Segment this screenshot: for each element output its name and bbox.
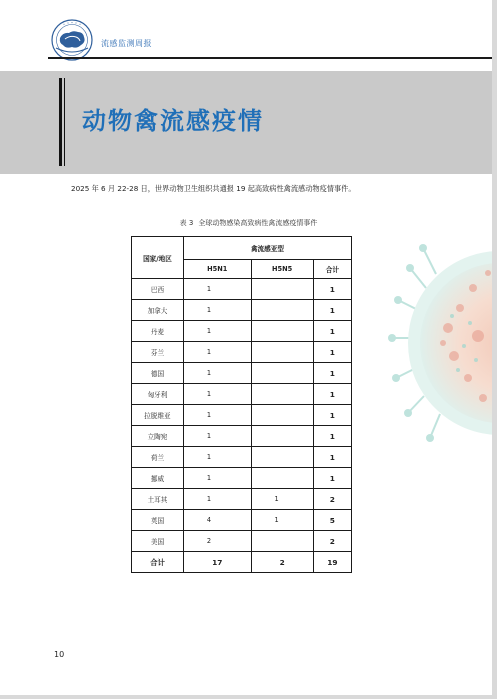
cell-h5n5 [251, 531, 313, 552]
page-edge-bottom [0, 695, 497, 699]
totals-label: 合计 [132, 552, 184, 573]
table-header-row [132, 237, 352, 260]
table-totals-row [132, 552, 352, 573]
cell-h5n5 [251, 426, 313, 447]
cell-total: 1 [313, 384, 351, 405]
header-divider [48, 57, 497, 59]
section-title: 动物禽流感疫情 [82, 107, 264, 135]
cell-h5n5 [251, 384, 313, 405]
virus-particle-icon [388, 228, 497, 458]
cell-region: 巴西 [132, 279, 184, 300]
table-row [132, 531, 352, 552]
cell-total: 2 [313, 489, 351, 510]
cell-total: 1 [313, 321, 351, 342]
cell-region: 英国 [132, 510, 184, 531]
cell-total: 1 [313, 342, 351, 363]
cell-h5n1: 1 [183, 342, 251, 363]
cell-total: 5 [313, 510, 351, 531]
cell-region: 挪威 [132, 468, 184, 489]
cell-region: 拉脱维亚 [132, 405, 184, 426]
table-row [132, 300, 352, 321]
table-row [132, 342, 352, 363]
header-subtype-group: 禽流感亚型 [183, 237, 351, 260]
header-h5n1: H5N1 [183, 260, 251, 279]
totals-h5n5: 2 [251, 552, 313, 573]
cell-total: 1 [313, 426, 351, 447]
cell-h5n1: 1 [183, 300, 251, 321]
header-h5n5: H5N5 [251, 260, 313, 279]
cell-region: 丹麦 [132, 321, 184, 342]
cell-h5n5: 1 [251, 489, 313, 510]
cell-h5n1: 1 [183, 489, 251, 510]
banner-accent-line-thin [64, 78, 65, 166]
cell-region: 德国 [132, 363, 184, 384]
cell-total: 1 [313, 363, 351, 384]
outbreak-table [131, 236, 352, 573]
cell-region: 加拿大 [132, 300, 184, 321]
cell-h5n5 [251, 363, 313, 384]
cell-total: 1 [313, 468, 351, 489]
table-caption-text: 全球动物感染高致病性禽流感疫情事件 [198, 219, 318, 227]
cell-h5n1: 1 [183, 384, 251, 405]
cell-h5n1: 4 [183, 510, 251, 531]
china-cdc-map-logo-icon [50, 18, 94, 62]
table-row [132, 384, 352, 405]
cell-h5n5 [251, 447, 313, 468]
table-row [132, 468, 352, 489]
cell-h5n1: 1 [183, 279, 251, 300]
cell-region: 美国 [132, 531, 184, 552]
table-row [132, 405, 352, 426]
header-region: 国家/地区 [132, 237, 184, 279]
cell-h5n1: 1 [183, 363, 251, 384]
table-row [132, 489, 352, 510]
cell-region: 立陶宛 [132, 426, 184, 447]
cell-h5n1: 1 [183, 426, 251, 447]
cell-h5n5 [251, 342, 313, 363]
cell-h5n1: 2 [183, 531, 251, 552]
page-edge-right [492, 0, 497, 699]
table-row [132, 363, 352, 384]
table-row [132, 279, 352, 300]
cell-region: 芬兰 [132, 342, 184, 363]
page-number: 10 [54, 650, 65, 659]
header-title: 流感监测周报 [101, 39, 152, 48]
cell-total: 1 [313, 300, 351, 321]
cell-region: 土耳其 [132, 489, 184, 510]
cell-h5n1: 1 [183, 405, 251, 426]
table-row [132, 447, 352, 468]
totals-h5n1: 17 [183, 552, 251, 573]
intro-paragraph: 2025 年 6 月 22-28 日，世界动物卫生组织共通报 19 起高致病性禽流感动物疫情事件。 [71, 184, 356, 193]
table-caption [0, 218, 497, 228]
cell-h5n5 [251, 279, 313, 300]
cell-h5n5 [251, 468, 313, 489]
cell-region: 匈牙利 [132, 384, 184, 405]
table-row [132, 426, 352, 447]
cell-h5n1: 1 [183, 321, 251, 342]
cell-total: 1 [313, 279, 351, 300]
totals-total: 19 [313, 552, 351, 573]
cell-h5n5: 1 [251, 510, 313, 531]
cell-total: 1 [313, 447, 351, 468]
cell-h5n5 [251, 405, 313, 426]
banner-accent-line [59, 78, 62, 166]
cell-h5n1: 1 [183, 447, 251, 468]
cell-h5n5 [251, 321, 313, 342]
cell-h5n5 [251, 300, 313, 321]
cell-h5n1: 1 [183, 468, 251, 489]
table-row [132, 510, 352, 531]
cell-total: 2 [313, 531, 351, 552]
header-total: 合计 [313, 260, 351, 279]
cell-region: 荷兰 [132, 447, 184, 468]
cell-total: 1 [313, 405, 351, 426]
table-caption-number: 表 3 [179, 219, 194, 227]
table-row [132, 321, 352, 342]
